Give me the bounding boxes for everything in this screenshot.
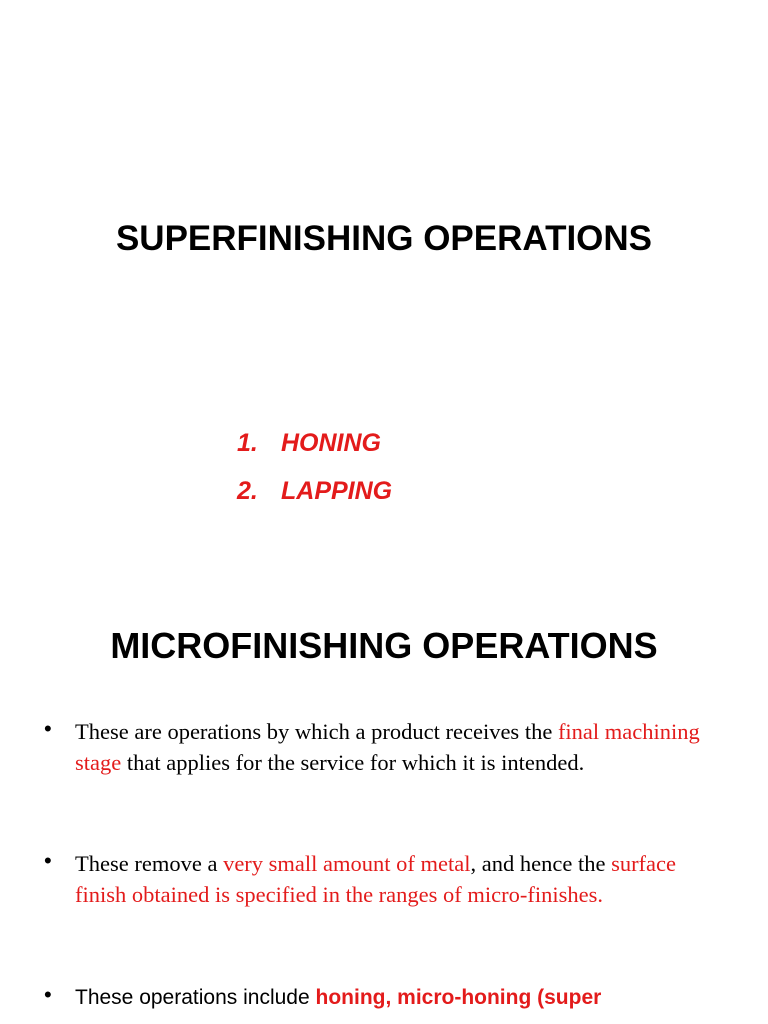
highlight-segment: surface finish obtained is specified in the ranges of micro-finishes. (75, 851, 677, 907)
bullet-text (75, 716, 715, 778)
topic-label: LAPPING (281, 477, 393, 505)
bullet-symbol: • (44, 982, 52, 1007)
bullet-segment: These remove a (75, 851, 224, 876)
topic-item-honing (237, 423, 392, 471)
superfinishing-title: SUPERFINISHING OPERATIONS (115, 219, 653, 258)
highlight-segment: honing, micro-honing (super (315, 986, 602, 1009)
highlight-segment: very small amount of metal (223, 851, 471, 876)
microfinishing-title: MICROFINISHING OPERATIONS (110, 625, 658, 666)
bullet-segment: , and hence the (470, 851, 612, 876)
bullet-text (75, 982, 715, 1013)
superfinishing-topic-list (237, 423, 392, 519)
bullet-segment: that applies for the service for which it is intended. (121, 750, 585, 775)
bullet-symbol: • (44, 716, 52, 741)
topic-number: 1. (237, 429, 258, 457)
bullet-text (75, 848, 715, 910)
highlight-segment: final machining stage (75, 719, 700, 775)
topic-label: HONING (281, 429, 381, 457)
bullet-segment: These operations include (75, 986, 316, 1009)
bullet-segment: These are operations by which a product receives the (75, 719, 558, 744)
topic-item-lapping (237, 471, 392, 519)
topic-number: 2. (237, 477, 258, 505)
bullet-symbol: • (44, 848, 52, 873)
